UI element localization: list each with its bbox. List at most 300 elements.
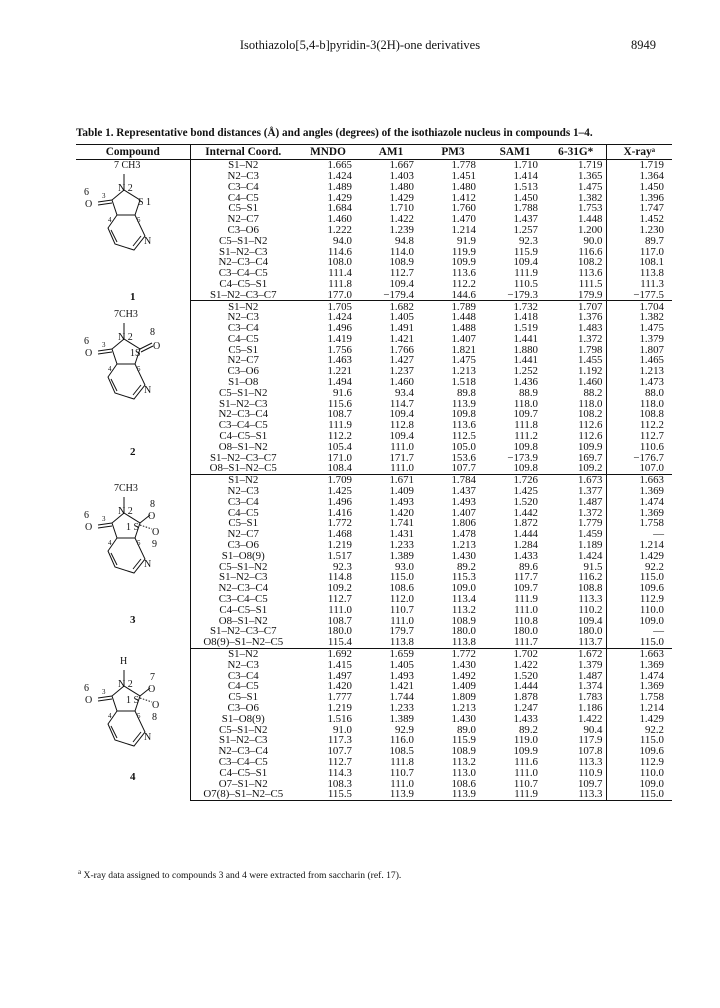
value-cell: 1.450 — [513, 191, 538, 204]
coordinate-cell: N2–C3 — [190, 171, 296, 182]
value-cell: 93.0 — [394, 560, 414, 573]
value-cell: 1.450 — [606, 182, 672, 193]
coordinate-cell: C5–S1–N2 — [190, 236, 296, 247]
value-cell: 115.0 — [606, 735, 672, 746]
value-cell: 115.3 — [451, 571, 476, 584]
c4-label: 4 — [108, 538, 112, 547]
value-cell: 110.8 — [513, 614, 538, 627]
value-cell: 115.9 — [513, 245, 538, 258]
coordinate-cell: C3–C4–C5 — [190, 594, 296, 605]
c5-label: 5 — [137, 216, 141, 224]
value-cell: 1.214 — [451, 223, 476, 236]
value-cell: 113.9 — [360, 789, 422, 800]
value-cell: 1.468 — [327, 528, 352, 541]
value-cell: 1.389 — [389, 712, 414, 725]
coordinate-cell: C4–C5 — [190, 334, 296, 345]
value-cell: 1.382 — [606, 312, 672, 323]
value-cell: 113.6 — [451, 267, 476, 280]
value-cell: 1.478 — [451, 528, 476, 541]
s1-label: 1S — [130, 347, 141, 359]
value-cell: 109.6 — [606, 583, 672, 594]
coordinate-cell: S1–O8(9) — [190, 551, 296, 562]
coordinate-cell: O8–S1–N2 — [190, 615, 296, 626]
o8-number-label: 8 — [152, 712, 157, 724]
value-cell: 179.7 — [389, 625, 414, 638]
value-cell: −173.9 — [507, 451, 538, 464]
sulfone-o7-label: O — [148, 684, 156, 696]
column-header: 6-31G* — [546, 145, 606, 160]
value-cell: 109.0 — [606, 615, 672, 626]
value-cell: 113.9 — [451, 397, 476, 410]
value-cell: 112.7 — [327, 593, 352, 606]
value-cell: 108.4 — [296, 463, 360, 474]
value-cell: 91.0 — [332, 723, 352, 736]
c3-label: 3 — [102, 514, 106, 523]
value-cell: 1.766 — [389, 343, 414, 356]
value-cell: 1.663 — [606, 648, 672, 659]
value-cell: 1.214 — [606, 703, 672, 714]
n2-label: N 2 — [118, 679, 133, 691]
value-cell: 1.192 — [577, 365, 603, 378]
value-cell: 109.4 — [577, 614, 603, 627]
n2-label: N 2 — [118, 505, 133, 517]
value-cell: 108.2 — [577, 408, 603, 421]
value-cell: 1.252 — [513, 365, 538, 378]
column-header: Compound — [76, 145, 190, 160]
value-cell: 1.422 — [389, 213, 414, 226]
value-cell: 109.9 — [451, 256, 476, 269]
value-cell: 1.518 — [451, 376, 476, 389]
value-cell: 112.5 — [451, 430, 476, 443]
value-cell: 108.2 — [577, 256, 603, 269]
value-cell: 1.422 — [577, 712, 603, 725]
value-cell: 111.0 — [390, 777, 414, 790]
o6-label: 6 — [84, 683, 89, 695]
structure-4-diagram — [82, 656, 182, 776]
value-cell: 109.8 — [513, 440, 538, 453]
column-header: X-rayᵃ — [606, 145, 672, 160]
structure-1-diagram — [82, 160, 182, 280]
value-cell: 107.8 — [577, 745, 603, 758]
value-cell: 1.430 — [451, 549, 476, 562]
value-cell: 1.433 — [513, 549, 538, 562]
coordinate-cell: C4–C5–S1 — [190, 605, 296, 616]
value-cell: 92.3 — [518, 234, 538, 247]
o8-label: 8 — [150, 326, 155, 338]
value-cell: 111.8 — [328, 277, 352, 290]
value-cell: 1.783 — [577, 691, 603, 704]
value-cell: 1.396 — [606, 192, 672, 203]
column-header: PM3 — [422, 145, 484, 160]
coordinate-cell: S1–N2–C3 — [190, 246, 296, 257]
value-cell: 110.6 — [606, 442, 672, 453]
value-cell: 113.3 — [578, 593, 603, 606]
value-cell: 1.441 — [513, 354, 538, 367]
value-cell: 111.9 — [514, 267, 538, 280]
value-cell: 110.9 — [578, 766, 603, 779]
value-cell: 118.0 — [578, 397, 603, 410]
value-cell: 1.672 — [577, 648, 603, 660]
value-cell: 1.463 — [327, 354, 352, 367]
value-cell: 89.6 — [518, 560, 538, 573]
value-cell: 1.483 — [577, 322, 603, 335]
value-cell: 1.821 — [451, 343, 476, 356]
coordinate-cell: N2–C3–C4 — [190, 746, 296, 757]
value-cell: 111.3 — [606, 279, 672, 290]
value-cell: 1.407 — [451, 506, 476, 519]
value-cell: 118.0 — [513, 397, 538, 410]
value-cell: 92.3 — [332, 560, 352, 573]
c5-label: 5 — [137, 538, 141, 547]
c4-label: 4 — [108, 216, 112, 224]
value-cell: 1.284 — [513, 539, 538, 552]
value-cell: 180.0 — [451, 625, 476, 638]
o7-label: 7 — [150, 672, 155, 684]
oxygen-label: O — [85, 347, 93, 359]
value-cell: 109.0 — [606, 778, 672, 789]
value-cell: 1.372 — [577, 506, 603, 519]
coordinate-cell: O7–S1–N2 — [190, 778, 296, 789]
coordinate-cell: C3–C4 — [190, 670, 296, 681]
value-cell: 112.8 — [389, 419, 414, 432]
value-cell: 105.0 — [451, 440, 476, 453]
coordinate-cell: C5–S1–N2 — [190, 724, 296, 735]
value-cell: 108.3 — [327, 777, 352, 790]
table-caption: Table 1. Representative bond distances (Å) and angles (degrees) of the isothiazole nucleus in compounds 1–4. — [76, 127, 593, 139]
oxygen-label: O — [85, 695, 93, 707]
oxygen-label: O — [85, 199, 93, 210]
compound-cell — [76, 475, 190, 649]
value-cell: 117.3 — [327, 734, 352, 747]
page-number: 8949 — [631, 38, 656, 52]
value-cell: 115.9 — [451, 734, 476, 747]
value-cell: 114.8 — [327, 571, 352, 584]
value-cell: 1.420 — [327, 680, 352, 693]
value-cell: 1.496 — [327, 495, 352, 508]
value-cell: 1.405 — [389, 311, 414, 324]
value-cell: 1.418 — [513, 311, 538, 324]
c5-label: 5 — [137, 712, 141, 721]
pyridine-n-label: N — [144, 732, 152, 744]
value-cell: 1.747 — [606, 203, 672, 214]
value-cell: 92.9 — [394, 723, 414, 736]
value-cell: 1.488 — [451, 322, 476, 335]
value-cell: 1.364 — [606, 171, 672, 182]
value-cell: 1.425 — [327, 485, 352, 498]
value-cell: 112.2 — [606, 420, 672, 431]
value-cell: 1.475 — [606, 323, 672, 334]
value-cell: 113.6 — [451, 419, 476, 432]
value-cell: 1.425 — [513, 485, 538, 498]
value-cell: 108.8 — [577, 582, 603, 595]
coordinate-cell: O7(8)–S1–N2–C5 — [190, 789, 296, 800]
coordinate-cell: C3–O6 — [190, 540, 296, 551]
value-cell: 1.807 — [606, 345, 672, 356]
value-cell: 1.376 — [577, 311, 603, 324]
value-cell: 119.9 — [451, 245, 476, 258]
value-cell: 180.0 — [577, 625, 603, 638]
table-header-row — [76, 145, 672, 160]
value-cell: 107.0 — [606, 463, 672, 474]
value-cell: 1.665 — [327, 159, 352, 172]
value-cell: 1.784 — [451, 474, 476, 487]
coordinate-cell: C3–C4 — [190, 182, 296, 193]
compound-cell — [76, 301, 190, 475]
value-cell: 1.806 — [451, 517, 476, 530]
s1-label: S 1 — [138, 197, 152, 208]
value-cell: 1.741 — [389, 517, 414, 530]
coordinate-cell: C3–O6 — [190, 366, 296, 377]
value-cell: 1.493 — [389, 495, 414, 508]
value-cell: 111.6 — [514, 755, 538, 768]
compound-cell — [76, 160, 190, 301]
value-cell: 110.7 — [513, 777, 538, 790]
value-cell: 1.429 — [389, 191, 414, 204]
c4-label: 4 — [108, 364, 112, 373]
value-cell: 94.8 — [394, 234, 414, 247]
value-cell: 1.233 — [389, 539, 414, 552]
value-cell: 1.441 — [513, 332, 538, 345]
column-header: MNDO — [296, 145, 360, 160]
value-cell: 110.7 — [389, 603, 414, 616]
value-cell: 90.4 — [583, 723, 603, 736]
s1-label: 1 S — [126, 521, 140, 533]
value-cell: 111.8 — [390, 755, 414, 768]
value-cell: 109.6 — [606, 746, 672, 757]
compound-group-1 — [76, 160, 672, 301]
value-cell: 112.2 — [327, 430, 352, 443]
value-cell: 1.493 — [389, 669, 414, 682]
value-cell: 107.7 — [327, 745, 352, 758]
value-cell: 109.4 — [513, 256, 538, 269]
coordinate-cell: C4–C5–S1 — [190, 768, 296, 779]
value-cell: 1.414 — [513, 169, 538, 182]
coordinate-cell: S1–N2 — [190, 160, 296, 171]
value-cell: 1.409 — [451, 680, 476, 693]
value-cell: 114.6 — [327, 245, 352, 258]
coordinate-cell: O8–S1–N2–C5 — [190, 463, 296, 474]
coordinate-cell: C5–S1 — [190, 692, 296, 703]
pyridine-n-label: N — [144, 384, 152, 396]
value-cell: 113.4 — [451, 593, 476, 606]
value-cell: 117.0 — [606, 246, 672, 257]
value-cell: 109.9 — [513, 745, 538, 758]
coordinate-cell: S1–N2 — [190, 301, 296, 312]
value-cell: 112.2 — [451, 277, 476, 290]
value-cell: 109.7 — [513, 582, 538, 595]
value-cell: 1.710 — [513, 159, 538, 172]
value-cell: 1.424 — [327, 311, 352, 324]
o8-label: 8 — [150, 498, 155, 510]
value-cell: 1.702 — [513, 648, 538, 660]
value-cell: 91.6 — [332, 386, 352, 399]
value-cell: 1.487 — [577, 495, 603, 508]
value-cell: 1.493 — [451, 495, 476, 508]
value-cell: 118.0 — [606, 399, 672, 410]
value-cell: 1.758 — [606, 518, 672, 529]
value-cell: 1.379 — [606, 334, 672, 345]
sulfone-o8-label: O — [152, 700, 160, 712]
value-cell: 1.465 — [606, 355, 672, 366]
value-cell: 111.0 — [390, 614, 414, 627]
value-cell: 117.7 — [513, 571, 538, 584]
value-cell: 1.491 — [389, 322, 414, 335]
value-cell: 1.455 — [577, 354, 603, 367]
value-cell: 113.3 — [546, 789, 606, 800]
value-cell: 1.431 — [389, 528, 414, 541]
value-cell: 110.0 — [606, 768, 672, 779]
compound-number: 4 — [130, 771, 136, 784]
value-cell: 1.671 — [389, 474, 414, 487]
value-cell: 1.379 — [577, 658, 603, 671]
value-cell: 1.429 — [327, 191, 352, 204]
value-cell: 88.9 — [518, 386, 538, 399]
value-cell: 1.448 — [451, 311, 476, 324]
value-cell: 1.189 — [577, 539, 603, 552]
value-cell: 1.213 — [606, 366, 672, 377]
coordinate-cell: N2–C3 — [190, 486, 296, 497]
ch3-label: 7CH3 — [114, 308, 138, 320]
value-cell: 108.0 — [327, 256, 352, 269]
h-label: H — [120, 656, 128, 668]
c3-label: 3 — [102, 192, 106, 200]
value-cell: 1.753 — [577, 202, 603, 215]
value-cell: 113.2 — [451, 603, 476, 616]
value-cell: 110.0 — [606, 605, 672, 616]
value-cell: 108.9 — [389, 256, 414, 269]
value-cell: 144.6 — [422, 290, 484, 301]
value-cell: 1.214 — [606, 540, 672, 551]
value-cell: 1.710 — [389, 202, 414, 215]
value-cell: 1.758 — [606, 692, 672, 703]
coordinate-cell: S1–N2–C3 — [190, 572, 296, 583]
value-cell: 1.513 — [513, 180, 538, 193]
value-cell: 109.4 — [389, 430, 414, 443]
value-cell: 92.2 — [606, 724, 672, 735]
ch3-label: 7 CH3 — [114, 160, 141, 171]
value-cell: 1.421 — [389, 680, 414, 693]
value-cell: 1.663 — [606, 475, 672, 486]
value-cell: 1.707 — [577, 300, 603, 313]
value-cell: 111.0 — [390, 440, 414, 453]
value-cell: 1.429 — [606, 714, 672, 725]
value-cell: 153.6 — [451, 451, 476, 464]
value-cell: 112.6 — [578, 430, 603, 443]
value-cell: 1.452 — [606, 214, 672, 225]
value-cell: 91.5 — [583, 560, 603, 573]
value-cell: 111.7 — [484, 637, 546, 648]
value-cell: 108.6 — [451, 777, 476, 790]
value-cell: 111.9 — [514, 593, 538, 606]
value-cell: 1.415 — [327, 658, 352, 671]
value-cell: 1.421 — [389, 332, 414, 345]
value-cell: 115.4 — [296, 637, 360, 648]
value-cell: 179.9 — [546, 290, 606, 301]
value-cell: 1.420 — [389, 506, 414, 519]
value-cell: 89.0 — [456, 723, 476, 736]
value-cell: 1.473 — [606, 377, 672, 388]
value-cell: 1.389 — [389, 549, 414, 562]
coordinate-cell: O8–S1–N2 — [190, 442, 296, 453]
coordinate-cell: S1–O8(9) — [190, 714, 296, 725]
running-title: Isothiazolo[5,4-b]pyridin-3(2H)-one derivatives — [239, 38, 481, 52]
value-cell: 112.9 — [606, 757, 672, 768]
value-cell: 115.0 — [606, 637, 672, 648]
c3-label: 3 — [102, 340, 106, 349]
value-cell: 108.7 — [327, 614, 352, 627]
coordinate-cell: C3–C4–C5 — [190, 268, 296, 279]
pyridine-n-label: N — [144, 236, 152, 247]
coordinate-cell: C5–S1–N2 — [190, 561, 296, 572]
value-cell: 1.480 — [451, 180, 476, 193]
value-cell: 111.4 — [328, 267, 352, 280]
value-cell: 114.7 — [389, 397, 414, 410]
value-cell: 115.6 — [327, 397, 352, 410]
coordinate-cell: C3–C4–C5 — [190, 420, 296, 431]
value-cell: 113.9 — [422, 789, 484, 800]
value-cell: 1.516 — [327, 712, 352, 725]
value-cell: 1.756 — [327, 343, 352, 356]
value-cell: 110.5 — [513, 277, 538, 290]
footnote-text: X-ray data assigned to compounds 3 and 4 were extracted from saccharin (ref. 17). — [83, 870, 402, 882]
value-cell: 105.4 — [327, 440, 352, 453]
value-cell: 1.222 — [327, 223, 352, 236]
value-cell: 1.437 — [451, 485, 476, 498]
value-cell: 1.880 — [513, 343, 538, 356]
value-cell: 1.237 — [389, 365, 414, 378]
value-cell: −179.3 — [484, 290, 546, 301]
value-cell: 1.709 — [327, 474, 352, 487]
value-cell: 1.430 — [451, 658, 476, 671]
value-cell: 119.0 — [513, 734, 538, 747]
coordinate-cell: C3–C4 — [190, 323, 296, 334]
s1-label: 1 S — [126, 695, 140, 707]
value-cell: 1.424 — [577, 549, 603, 562]
pyridine-n-label: N — [144, 558, 152, 570]
c5-label: 5 — [137, 364, 141, 373]
value-cell: 1.809 — [451, 691, 476, 704]
value-cell: 113.8 — [606, 268, 672, 279]
value-cell: 171.0 — [327, 451, 352, 464]
value-cell: 1.744 — [389, 691, 414, 704]
coordinate-cell: C4–C5–S1 — [190, 279, 296, 290]
value-cell: 1.872 — [513, 517, 538, 530]
value-cell: 108.1 — [606, 257, 672, 268]
value-cell: — — [606, 626, 672, 637]
coordinate-cell: C5–S1 — [190, 518, 296, 529]
coordinate-cell: S1–N2–C3 — [190, 399, 296, 410]
value-cell: 1.778 — [451, 159, 476, 172]
value-cell: 91.9 — [456, 234, 476, 247]
value-cell: 92.2 — [606, 561, 672, 572]
coordinate-cell: N2–C3 — [190, 660, 296, 671]
value-cell: 1.444 — [513, 680, 538, 693]
value-cell: 1.403 — [389, 169, 414, 182]
value-cell: 1.382 — [577, 191, 603, 204]
value-cell: 1.789 — [451, 300, 476, 313]
coordinate-cell: C4–C5 — [190, 192, 296, 203]
value-cell: 109.8 — [484, 463, 546, 474]
coordinate-cell: N2–C3–C4 — [190, 409, 296, 420]
value-cell: 114.3 — [327, 766, 352, 779]
value-cell: −176.7 — [606, 453, 672, 464]
table-row — [76, 648, 672, 659]
value-cell: 113.8 — [422, 637, 484, 648]
value-cell: 1.673 — [577, 474, 603, 487]
value-cell: 114.0 — [389, 245, 414, 258]
column-header: AM1 — [360, 145, 422, 160]
coordinate-cell: C3–O6 — [190, 225, 296, 236]
